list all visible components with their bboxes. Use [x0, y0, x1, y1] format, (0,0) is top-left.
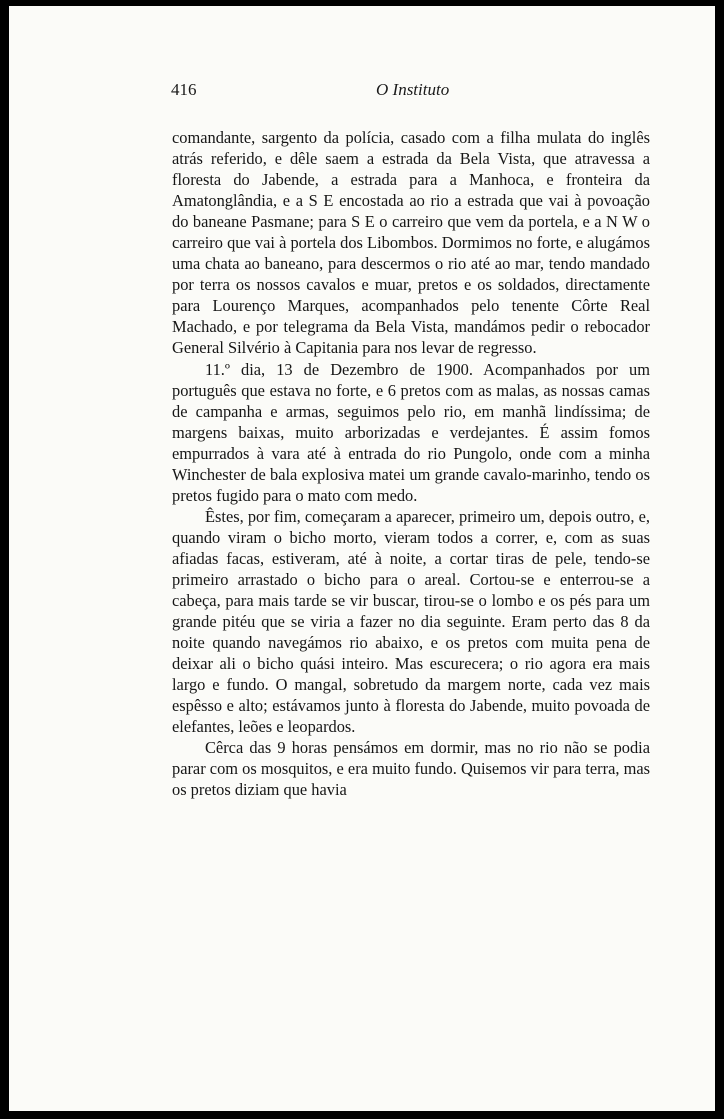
paragraph-1: comandante, sargento da polícia, casado com a filha mulata do inglês atrás referido, e dêle saem a estrada da Bela Vista, que atravessa a floresta do Jabende, a estrada para a Manhoca, e fronteira da Amatonglândia, e a S E encostada ao rio a estrada que vai à povoação do baneane Pasmane; para S E o carreiro que vem da portela, e a N W o carreiro que vai à portela dos Libombos. Dormimos no forte, e alugámos uma chata ao baneano, para descermos o rio até ao mar, tendo mandado por terra os nossos cavalos e muar, pretos e os soldados, directamente para Lourenço Marques, acompanhados pelo tenente Côrte Real Machado, e por telegrama da Bela Vista, mandámos pedir o rebocador General Silvério à Capitania para nos levar de regresso. — [172, 128, 650, 358]
page-header — [171, 80, 651, 104]
paragraph-2: 11.º dia, 13 de Dezembro de 1900. Acompanhados por um português que estava no forte, e 6 pretos com as malas, as nossas camas de campanha e armas, seguimos pelo rio, em manhã lindíssima; de margens baixas, muito arborizadas e verdejantes. É assim fomos empurrados à vara até à entrada do rio Pungolo, onde com a minha Winchester de bala explosiva matei um grande cavalo-marinho, tendo os pretos fugido para o mato com medo. — [172, 359, 650, 505]
page-number: 416 — [171, 80, 197, 99]
body-text — [172, 127, 650, 801]
running-title: O Instituto — [376, 80, 450, 99]
paragraph-3: Êstes, por fim, começaram a aparecer, primeiro um, depois outro, e, quando viram o bicho morto, vieram todos a correr, e, com as suas afiadas facas, estiveram, até à noite, a cortar tiras de pele, tendo-se primeiro arrastado o bicho para o areal. Cortou-se e enterrou-se a cabeça, para mais tarde se vir buscar, tirou-se o lombo e os pés para um grande pitéu que se viria a fazer no dia seguinte. Eram perto das 8 da noite quando navegámos rio abaixo, e os pretos com muita pena de deixar ali o bicho quási inteiro. Mas escurecera; o rio agora era mais largo e fundo. O mangal, sobretudo da margem norte, cada vez mais espêsso e alto; estávamos junto à floresta do Jabende, muito povoada de elefantes, leões e leopardos. — [172, 506, 650, 737]
paragraph-4: Cêrca das 9 horas pensámos em dormir, mas no rio não se podia parar com os mosquitos, e era muito fundo. Quisemos vir para terra, mas os pretos diziam que havia — [172, 738, 650, 800]
book-page — [9, 6, 715, 1111]
